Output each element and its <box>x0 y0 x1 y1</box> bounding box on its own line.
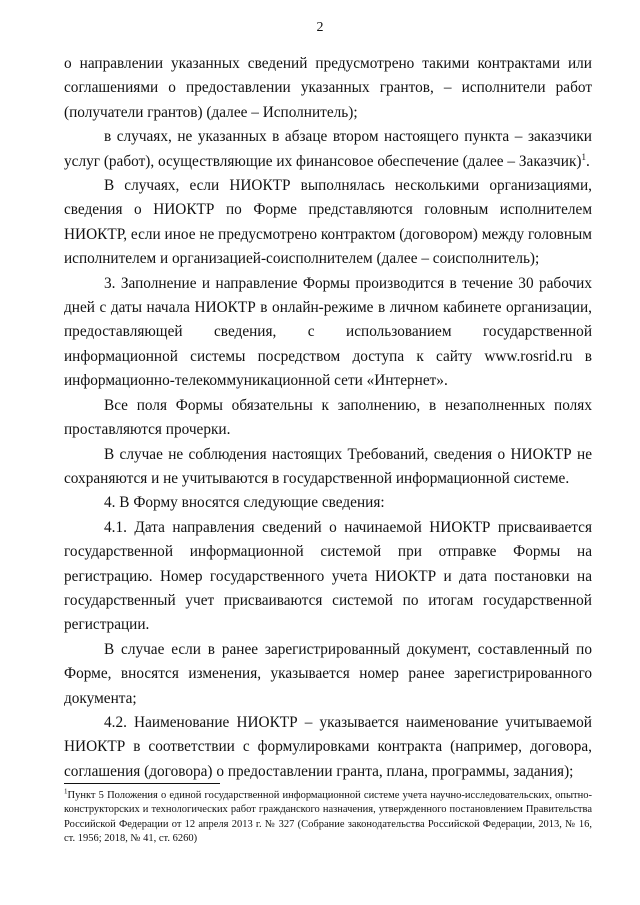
paragraph-7: 4. В Форму вносятся следующие сведения: <box>104 494 385 512</box>
footnote-reference[interactable]: 1 <box>581 151 586 162</box>
paragraph-3: В случаях, если НИОКТР выполнялась несколькими организациями, сведения о НИОКТР по Форме представляются головным исполнителем НИОКТР, если иное не предусмотрено контрактом (договором) между головным исполнителем и организацией-соисполнителем (далее – соисполнитель); <box>64 177 592 268</box>
paragraph-2-text: в случаях, не указанных в абзаце втором настоящего пункта – заказчики услуг (работ), осуществляющие их финансовое обеспечение (далее – Заказчик) <box>64 128 592 170</box>
paragraph-6: В случае не соблюдения настоящих Требований, сведения о НИОКТР не сохраняются и не учитываются в государственной информационной системе. <box>64 445 592 487</box>
page-number: 2 <box>316 20 324 35</box>
footnote-marker: 1 <box>64 787 68 796</box>
footnote-text: Пункт 5 Положения о единой государственной информационной системе учета научно-исследовательских, опытно-конструкторских и технологических работ гражданского назначения, утвержденного постановлением Правительства Российской Федерации от 12 апреля 2013 г. № 327 (Собрание законодательства Российской Федерации, 2013, № 16, ст. 1956; 2018, № 41, ст. 6260) <box>64 790 592 845</box>
document-body <box>64 52 592 784</box>
paragraph-1: о направлении указанных сведений предусмотрено такими контрактами или соглашениями о предоставлении указанных грантов, – исполнители работ (получатели грантов) (далее – Исполнитель); <box>64 55 592 121</box>
footnote <box>64 789 592 847</box>
paragraph-8: 4.1. Дата направления сведений о начинаемой НИОКТР присваивается государственной информационной системой при отправке Формы на регистрацию. Номер государственного учета НИОКТР и дата постановки на государственный учет присваиваются системой по итогам государственной регистрации. <box>64 518 592 634</box>
footnote-divider <box>64 783 220 784</box>
paragraph-9: В случае если в ранее зарегистрированный документ, составленный по Форме, вносятся изменения, указывается номер ранее зарегистрированного документа; <box>64 640 592 707</box>
paragraph-2 <box>64 125 592 174</box>
paragraph-4: 3. Заполнение и направление Формы производится в течение 30 рабочих дней с даты начала НИОКТР в онлайн-режиме в личном кабинете организации, предоставляющей сведения, с использованием государственной информационной системы посредством доступа к сайту www.rosrid.ru в информационно-телекоммуникационной сети «Интернет». <box>64 274 592 390</box>
paragraph-10: 4.2. Наименование НИОКТР – указывается наименование учитываемой НИОКТР в соответствии с формулировками контракта (например, договора, соглашения (договора) о предоставлении гранта, плана, программы, задания); <box>64 713 592 780</box>
paragraph-5: Все поля Формы обязательны к заполнению, в незаполненных полях проставляются прочерки. <box>64 396 592 439</box>
paragraph-2-end: . <box>585 152 590 170</box>
